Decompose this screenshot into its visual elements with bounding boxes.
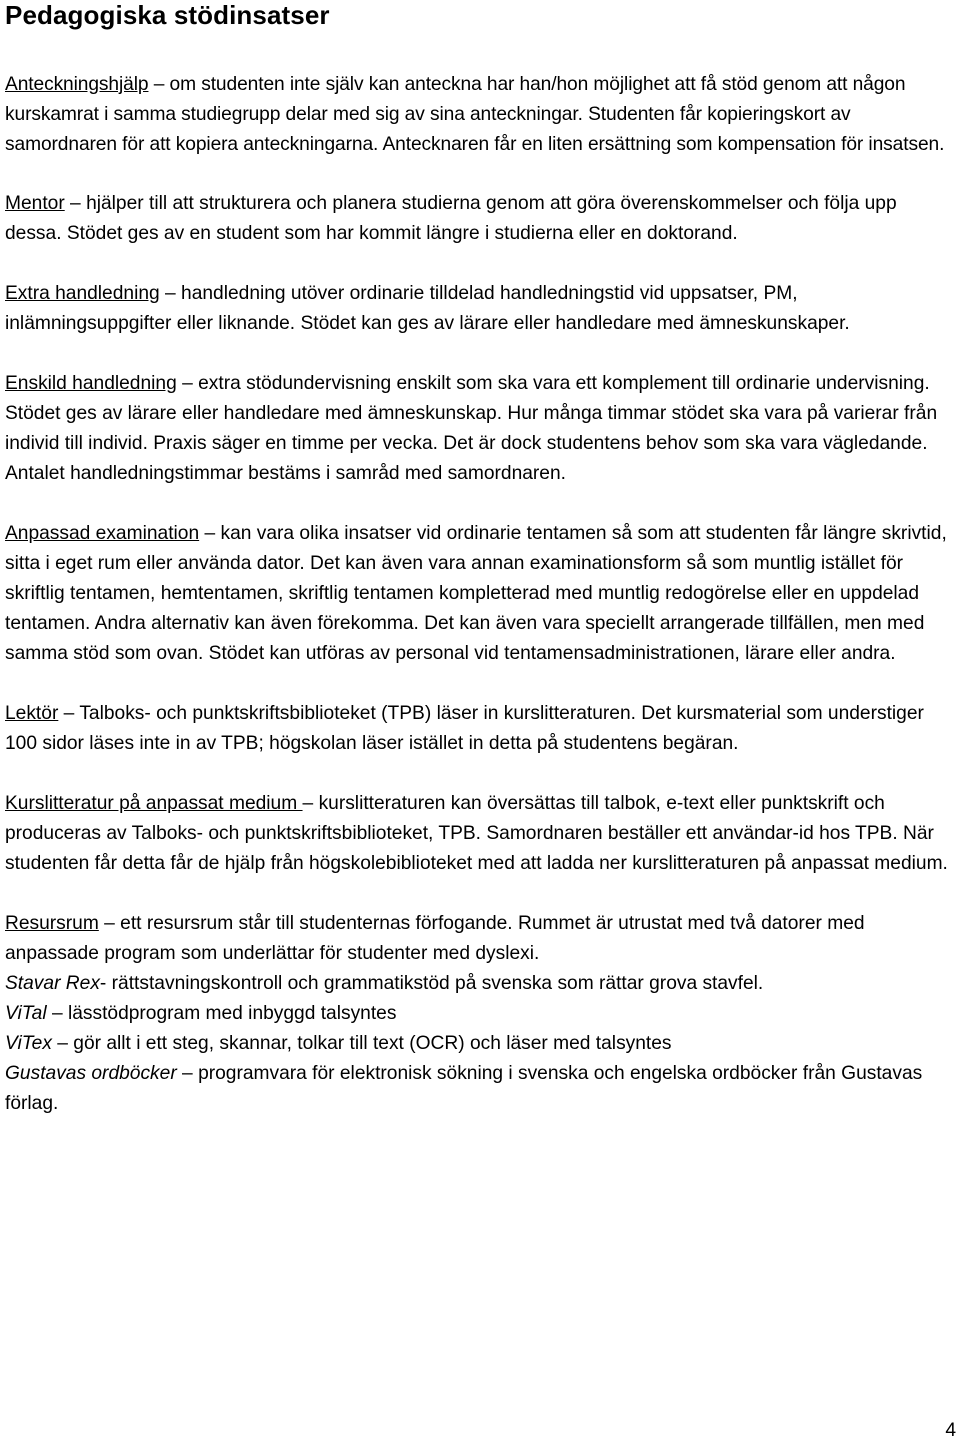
term-kurslitteratur: Kurslitteratur på anpassat medium bbox=[5, 793, 303, 814]
dash: – bbox=[176, 373, 199, 394]
page-number: 4 bbox=[945, 1420, 956, 1441]
page-title: Pedagogiska stödinsatser bbox=[5, 0, 330, 30]
tool-description: programvara för elektronisk sökning i svenska och engelska ordböcker från Gustavas förlag. bbox=[5, 1063, 923, 1114]
dash: – bbox=[64, 193, 87, 214]
paragraph-kurslitteratur bbox=[5, 789, 956, 879]
paragraph-anteckningshjalp bbox=[5, 70, 956, 160]
paragraph-anpassad-examination bbox=[5, 519, 956, 669]
dash: – bbox=[199, 523, 221, 544]
term-anteckningshjalp: Anteckningshjälp bbox=[5, 74, 149, 95]
description-anteckningshjalp: om studenten inte själv kan anteckna har han/hon möjlighet att få stöd genom att någon kurskamrat i samma studiegrupp delar med sig av sina anteckningar. Studenten får kopieringskort av samordnaren för att kopiera anteckningarna. Antecknaren får en liten ersättning som kompensation för insatsen. bbox=[5, 74, 945, 155]
tool-name-stavar-rex: Stavar Rex bbox=[5, 973, 100, 994]
term-mentor: Mentor bbox=[5, 193, 65, 214]
paragraph-extra-handledning bbox=[5, 279, 956, 339]
tool-description: lässtödprogram med inbyggd talsyntes bbox=[67, 1003, 397, 1024]
tool-line bbox=[5, 999, 956, 1029]
description-resursrum: ett resursrum står till studenternas förfogande. Rummet är utrustat med två datorer med anpassade program som underlättar för studenter med dyslexi. bbox=[5, 913, 865, 964]
paragraph-lektor bbox=[5, 699, 956, 759]
dash: – bbox=[159, 283, 182, 304]
term-lektor: Lektör bbox=[5, 703, 59, 724]
tool-name-gustavas-ordbocker: Gustavas ordböcker bbox=[5, 1063, 177, 1084]
term-extra-handledning: Extra handledning bbox=[5, 283, 160, 304]
term-resursrum: Resursrum bbox=[5, 913, 99, 934]
dash: – bbox=[98, 913, 121, 934]
tool-description: rättstavningskontroll och grammatikstöd på svenska som rättar grova stavfel. bbox=[111, 973, 764, 994]
tool-description: gör allt i ett steg, skannar, tolkar till text (OCR) och läser med talsyntes bbox=[73, 1033, 672, 1054]
tool-separator: – bbox=[51, 1033, 74, 1054]
description-lektor: Talboks- och punktskriftsbiblioteket (TPB) läser in kurslitteraturen. Det kursmaterial som understiger 100 sidor läses inte in av TPB; högskolan läser istället in detta på studentens begäran. bbox=[5, 703, 924, 754]
tool-name-vital: ViTal bbox=[5, 1003, 47, 1024]
paragraph-resursrum bbox=[5, 909, 956, 969]
description-extra-handledning: handledning utöver ordinarie tilldelad handledningstid vid uppsatser, PM, inlämningsuppgifter eller liknande. Stödet kan ges av lärare eller handledare med ämneskunskaper. bbox=[5, 283, 850, 334]
dash: – bbox=[148, 74, 170, 95]
term-anpassad-examination: Anpassad examination bbox=[5, 523, 200, 544]
description-kurslitteratur: kurslitteraturen kan översättas till talbok, e-text eller punktskrift och produceras av Talboks- och punktskriftsbiblioteket, TPB. Samordnaren beställer ett användar-id hos TPB. När studenten får detta får de hjälp från högskolebiblioteket med att ladda ner kurslitteraturen på anpassat medium. bbox=[5, 793, 948, 874]
tool-line bbox=[5, 969, 956, 999]
dash: – bbox=[58, 703, 80, 724]
dash: – bbox=[302, 793, 319, 814]
tool-name-vitex: ViTex bbox=[5, 1033, 52, 1054]
term-enskild-handledning: Enskild handledning bbox=[5, 373, 177, 394]
paragraph-mentor bbox=[5, 189, 956, 249]
paragraph-enskild-handledning bbox=[5, 369, 956, 489]
tool-separator: – bbox=[46, 1003, 68, 1024]
tool-line bbox=[5, 1059, 956, 1119]
tool-separator: - bbox=[99, 973, 112, 994]
description-enskild-handledning: extra stödundervisning enskilt som ska vara ett komplement till ordinarie undervisning. Stödet ges av lärare eller handledare med ämneskunskap. Hur många timmar stödet ska vara på varierar från individ till individ. Praxis säger en timme per vecka. Det är dock studentens behov som ska vara vägledande. Antalet handledningstimmar bestäms i samråd med samordnaren. bbox=[5, 373, 938, 484]
tool-separator: – bbox=[176, 1063, 199, 1084]
description-mentor: hjälper till att strukturera och planera studierna genom att göra överenskommelser och följa upp dessa. Stödet ges av en student som har kommit längre i studierna eller en doktorand. bbox=[5, 193, 897, 244]
description-anpassad-examination: kan vara olika insatser vid ordinarie tentamen så som att studenten får längre skrivtid, sitta i eget rum eller använda dator. Det kan även vara annan examinationsform så som muntlig istället för skriftlig tentamen, hemtentamen, skriftlig tentamen kompletterad med muntlig redogörelse eller en uppdelad tentamen. Andra alternativ kan även förekomma. Det kan även vara speciellt arrangerade tillfällen, men med samma stöd som ovan. Stödet kan utföras av personal vid tentamensadministrationen, lärare eller andra. bbox=[5, 523, 947, 664]
tool-line bbox=[5, 1029, 956, 1059]
